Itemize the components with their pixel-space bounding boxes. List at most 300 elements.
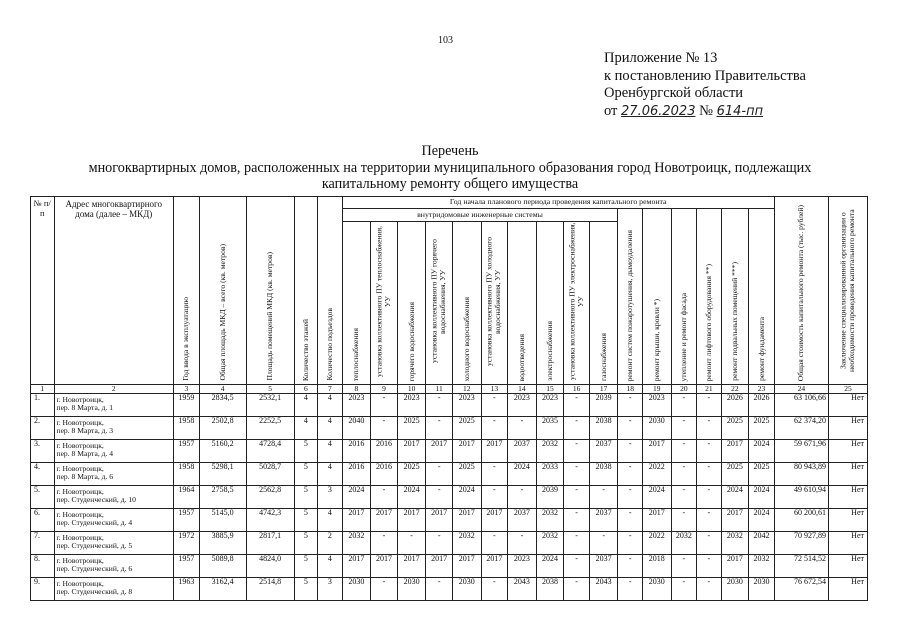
table-cell: - xyxy=(426,486,453,509)
table-cell: 5298,1 xyxy=(199,463,246,486)
appendix-line-1: Приложение № 13 xyxy=(604,50,718,66)
table-cell: - xyxy=(564,394,590,417)
table-cell: 2017 xyxy=(721,509,749,532)
header-foundation: ремонт фундамента xyxy=(749,209,775,385)
column-number: 6 xyxy=(294,385,318,394)
address-street: пер. Студенческий, д. 10 xyxy=(56,495,136,505)
table-cell: 5089,8 xyxy=(199,555,246,578)
table-cell: 4 xyxy=(318,509,343,532)
table-cell: - xyxy=(618,532,643,555)
cost-cell: 49 610,94 xyxy=(774,486,828,509)
table-cell: 2037 xyxy=(589,440,618,463)
table-cell: 2037 xyxy=(508,440,537,463)
table-row xyxy=(31,417,868,440)
table-cell: 3 xyxy=(318,578,343,601)
table-cell: 1964 xyxy=(174,486,200,509)
column-number: 16 xyxy=(564,385,590,394)
table-cell: 2022 xyxy=(642,463,671,486)
table-cell: 2032 xyxy=(749,555,775,578)
table-cell: 2032 xyxy=(671,532,697,555)
table-cell: - xyxy=(671,486,697,509)
table-cell: 2023 xyxy=(508,394,537,417)
table-cell: 4 xyxy=(294,417,318,440)
table-cell: 2025 xyxy=(452,417,481,440)
title-line-3: капитальному ремонту общего имущества xyxy=(321,176,579,192)
table-cell: 2252,5 xyxy=(246,417,294,440)
table-cell: 2038 xyxy=(589,417,618,440)
address-city: г. Новотроицк, xyxy=(56,579,104,588)
table-cell: 2030 xyxy=(642,578,671,601)
table-cell: 2758,5 xyxy=(199,486,246,509)
table-cell: 2024 xyxy=(749,486,775,509)
table-cell: 2017 xyxy=(342,555,371,578)
appendix-block xyxy=(604,50,806,120)
address-street: пер. 8 Марта, д. 4 xyxy=(56,449,114,459)
table-cell: 5 xyxy=(294,463,318,486)
table-cell: 2017 xyxy=(426,440,453,463)
column-number: 13 xyxy=(481,385,508,394)
table-cell: 2817,1 xyxy=(246,532,294,555)
table-cell: 2017 xyxy=(721,555,749,578)
table-cell: 3162,4 xyxy=(199,578,246,601)
table-cell: - xyxy=(564,486,590,509)
table-cell: - xyxy=(618,486,643,509)
table-cell: 5028,7 xyxy=(246,463,294,486)
resolution-date: 27.06.2023 xyxy=(621,103,696,119)
table-cell: - xyxy=(697,463,722,486)
row-address xyxy=(54,532,174,555)
table-cell: 2032 xyxy=(721,532,749,555)
resolution-number: 614-пп xyxy=(716,103,764,119)
table-cell: - xyxy=(371,578,398,601)
header-sewerage: водоотведения xyxy=(508,222,537,385)
table-cell: 2017 xyxy=(371,509,398,532)
table-cell: - xyxy=(371,417,398,440)
table-cell: 2023 xyxy=(508,555,537,578)
table-cell: 2030 xyxy=(749,578,775,601)
table-cell: 2043 xyxy=(508,578,537,601)
page-number: 103 xyxy=(438,35,453,46)
column-number: 17 xyxy=(589,385,618,394)
table-cell: 2030 xyxy=(452,578,481,601)
row-number: 3. xyxy=(31,440,55,463)
table-cell: 2032 xyxy=(536,440,564,463)
table-cell: 2018 xyxy=(642,555,671,578)
table-cell: 4728,4 xyxy=(246,440,294,463)
table-cell: 1957 xyxy=(174,440,200,463)
number-sign: № xyxy=(699,102,713,119)
column-number: 7 xyxy=(318,385,343,394)
address-street: пер. Студенческий, д. 5 xyxy=(56,541,133,551)
table-cell: 1958 xyxy=(174,463,200,486)
table-cell: - xyxy=(481,417,508,440)
header-conclusion: Заключение специализированной организации о необходимости проведения капитального ремонта xyxy=(829,197,868,385)
row-address xyxy=(54,463,174,486)
row-address xyxy=(54,578,174,601)
table-cell: 2032 xyxy=(452,532,481,555)
table-cell: - xyxy=(426,463,453,486)
table-cell: - xyxy=(371,394,398,417)
table-cell: - xyxy=(397,532,426,555)
table-cell: - xyxy=(618,417,643,440)
table-cell: 2039 xyxy=(536,486,564,509)
appendix-line-3: Оренбургской области xyxy=(604,85,744,101)
table-cell: 2025 xyxy=(452,463,481,486)
header-total-area: Общая площадь МКД – всего (кв. метров) xyxy=(199,197,246,385)
header-gas: газоснабжения xyxy=(589,222,618,385)
column-number: 23 xyxy=(749,385,775,394)
table-cell: 1972 xyxy=(174,532,200,555)
table-cell: - xyxy=(671,463,697,486)
table-cell: 2532,1 xyxy=(246,394,294,417)
address-street: пер. 8 Марта, д. 3 xyxy=(56,426,114,436)
address-street: пер. Студенческий, д. 4 xyxy=(56,518,133,528)
table-row xyxy=(31,555,868,578)
table-cell: 2017 xyxy=(642,509,671,532)
table-cell: - xyxy=(426,578,453,601)
table-cell: 2022 xyxy=(642,532,671,555)
table-cell: - xyxy=(618,463,643,486)
table-cell: 2017 xyxy=(342,509,371,532)
table-cell: 2017 xyxy=(397,555,426,578)
row-number: 5. xyxy=(31,486,55,509)
table-cell: 2025 xyxy=(749,417,775,440)
address-city: г. Новотроицк, xyxy=(56,441,104,450)
table-cell: 1959 xyxy=(174,394,200,417)
table-cell: 2502,8 xyxy=(199,417,246,440)
table-cell: 2030 xyxy=(642,417,671,440)
column-number: 1 xyxy=(31,385,55,394)
address-street: пер. Студенческий, д. 6 xyxy=(56,564,133,574)
row-number: 4. xyxy=(31,463,55,486)
header-meter-electricity: установка коллективного ПУ электроснабжения, УУ xyxy=(564,222,590,385)
column-number: 9 xyxy=(371,385,398,394)
table-cell: - xyxy=(508,486,537,509)
table-cell: 4742,3 xyxy=(246,509,294,532)
table-cell: 2025 xyxy=(397,417,426,440)
table-cell: 2023 xyxy=(642,394,671,417)
table-cell: 2024 xyxy=(342,486,371,509)
table-cell: 2024 xyxy=(452,486,481,509)
table-cell: 2042 xyxy=(749,532,775,555)
table-cell: 2017 xyxy=(397,440,426,463)
header-total-cost: Общая стоимость капитального ремонта (тыс. рублей) xyxy=(774,197,828,385)
table-cell: 2032 xyxy=(342,532,371,555)
table-cell: 2514,8 xyxy=(246,578,294,601)
table-cell: 2025 xyxy=(721,463,749,486)
document-title xyxy=(40,143,860,193)
table-cell: - xyxy=(426,417,453,440)
row-address xyxy=(54,509,174,532)
table-cell: 2033 xyxy=(536,463,564,486)
row-number: 2. xyxy=(31,417,55,440)
table-cell: - xyxy=(671,440,697,463)
table-cell: - xyxy=(589,486,618,509)
table-cell: - xyxy=(589,532,618,555)
table-cell: - xyxy=(481,463,508,486)
table-cell: - xyxy=(671,555,697,578)
table-cell: - xyxy=(481,532,508,555)
table-cell: 2023 xyxy=(452,394,481,417)
table-row xyxy=(31,578,868,601)
table-cell: 1958 xyxy=(174,417,200,440)
column-number: 2 xyxy=(54,385,174,394)
header-facade: утепление и ремонт фасада xyxy=(671,209,697,385)
column-number: 15 xyxy=(536,385,564,394)
table-cell: 2016 xyxy=(342,463,371,486)
header-meter-cold-water: установка коллективного ПУ холодного водоснабжения, УУ xyxy=(481,222,508,385)
column-number: 22 xyxy=(721,385,749,394)
column-number: 5 xyxy=(246,385,294,394)
address-street: пер. 8 Марта, д. 1 xyxy=(56,403,114,413)
table-cell: 2017 xyxy=(481,509,508,532)
header-heating: теплоснабжения xyxy=(342,222,371,385)
table-cell: 2024 xyxy=(397,486,426,509)
header-fire-systems: ремонт систем пожаротушения, дымоудаления xyxy=(618,209,643,385)
table-cell: 5 xyxy=(294,555,318,578)
table-cell: 2017 xyxy=(481,440,508,463)
header-group-period: Год начала планового периода проведения капитального ремонта xyxy=(342,197,774,209)
table-cell: 2024 xyxy=(749,440,775,463)
header-floors: Количество этажей xyxy=(294,197,318,385)
address-street: пер. Студенческий, д. 8 xyxy=(56,587,133,597)
table-cell: 2017 xyxy=(452,509,481,532)
header-year-commissioned: Год ввода в эксплуатацию xyxy=(174,197,200,385)
table-cell: - xyxy=(481,394,508,417)
table-cell: - xyxy=(508,532,537,555)
table-cell: 2017 xyxy=(481,555,508,578)
table-cell: 2016 xyxy=(371,463,398,486)
column-number: 20 xyxy=(671,385,697,394)
table-cell: 2 xyxy=(318,532,343,555)
appendix-line-2: к постановлению Правительства xyxy=(604,67,806,84)
header-entrances: Количество подъездов xyxy=(318,197,343,385)
table-row xyxy=(31,509,868,532)
table-cell: 5 xyxy=(294,532,318,555)
table-cell: 2039 xyxy=(589,394,618,417)
table-cell: - xyxy=(697,532,722,555)
table-cell: 2035 xyxy=(536,417,564,440)
table-cell: 2026 xyxy=(721,394,749,417)
title-line-2: многоквартирных домов, расположенных на территории муниципального образования город Новотроицк, подлежащих xyxy=(88,159,812,176)
row-number: 6. xyxy=(31,509,55,532)
conclusion-cell: Нет xyxy=(829,509,868,532)
table-row xyxy=(31,463,868,486)
table-cell: - xyxy=(564,578,590,601)
conclusion-cell: Нет xyxy=(829,532,868,555)
table-row xyxy=(31,394,868,417)
table-row xyxy=(31,440,868,463)
table-cell: 2024 xyxy=(536,555,564,578)
table-cell: 5 xyxy=(294,440,318,463)
table-cell: - xyxy=(697,440,722,463)
table-cell: 2016 xyxy=(342,440,371,463)
table-cell: 2017 xyxy=(721,440,749,463)
table-cell: 4 xyxy=(318,394,343,417)
header-hot-water: горячего водоснабжения xyxy=(397,222,426,385)
table-cell: 3885,9 xyxy=(199,532,246,555)
header-electricity: электроснабжения xyxy=(536,222,564,385)
table-cell: 4 xyxy=(318,463,343,486)
table-cell: - xyxy=(508,417,537,440)
address-city: г. Новотроицк, xyxy=(56,510,104,519)
cost-cell: 72 514,52 xyxy=(774,555,828,578)
table-cell: 2040 xyxy=(342,417,371,440)
conclusion-cell: Нет xyxy=(829,394,868,417)
table-cell: 2043 xyxy=(589,578,618,601)
table-cell: 2030 xyxy=(721,578,749,601)
table-cell: - xyxy=(697,417,722,440)
table-cell: - xyxy=(618,509,643,532)
table-cell: - xyxy=(564,532,590,555)
cost-cell: 63 106,66 xyxy=(774,394,828,417)
table-cell: 2017 xyxy=(426,555,453,578)
table-cell: 2024 xyxy=(642,486,671,509)
cost-cell: 62 374,20 xyxy=(774,417,828,440)
table-cell: 4 xyxy=(318,417,343,440)
conclusion-cell: Нет xyxy=(829,463,868,486)
table-cell: - xyxy=(564,509,590,532)
table-cell: - xyxy=(481,578,508,601)
table-cell: 2032 xyxy=(536,509,564,532)
table-cell: 2023 xyxy=(397,394,426,417)
appendix-date-line xyxy=(604,103,806,121)
table-cell: 4 xyxy=(294,394,318,417)
table-cell: 4 xyxy=(318,555,343,578)
address-city: г. Новотроицк, xyxy=(56,533,104,542)
table-cell: 5160,2 xyxy=(199,440,246,463)
table-cell: 1957 xyxy=(174,555,200,578)
table-cell: - xyxy=(618,440,643,463)
column-number: 3 xyxy=(174,385,200,394)
table-cell: 2017 xyxy=(371,555,398,578)
column-number: 18 xyxy=(618,385,643,394)
table-cell: 1963 xyxy=(174,578,200,601)
address-city: г. Новотроицк, xyxy=(56,418,104,427)
column-numbers-row xyxy=(31,385,868,394)
table-cell: - xyxy=(564,555,590,578)
table-cell: - xyxy=(671,578,697,601)
address-street: пер. 8 Марта, д. 6 xyxy=(56,472,114,482)
table-cell: - xyxy=(426,532,453,555)
table-cell: 2024 xyxy=(721,486,749,509)
table-cell: 2016 xyxy=(371,440,398,463)
cost-cell: 80 943,89 xyxy=(774,463,828,486)
table-cell: - xyxy=(671,394,697,417)
conclusion-cell: Нет xyxy=(829,486,868,509)
table-cell: 2026 xyxy=(749,394,775,417)
conclusion-cell: Нет xyxy=(829,578,868,601)
row-number: 1. xyxy=(31,394,55,417)
column-number: 10 xyxy=(397,385,426,394)
table-row xyxy=(31,532,868,555)
table-cell: - xyxy=(697,394,722,417)
header-elevator: ремонт лифтового оборудования **) xyxy=(697,209,722,385)
table-cell: - xyxy=(564,440,590,463)
table-cell: 2024 xyxy=(749,509,775,532)
table-body xyxy=(31,385,868,601)
table-cell: 2023 xyxy=(342,394,371,417)
table-cell: - xyxy=(697,509,722,532)
address-city: г. Новотроицк, xyxy=(56,556,104,565)
row-number: 7. xyxy=(31,532,55,555)
column-number: 21 xyxy=(697,385,722,394)
address-city: г. Новотроицк, xyxy=(56,395,104,404)
table-cell: 5 xyxy=(294,509,318,532)
header-no: № п/п xyxy=(31,197,55,385)
table-cell: - xyxy=(618,555,643,578)
table-cell: 2017 xyxy=(642,440,671,463)
table-cell: 4 xyxy=(318,440,343,463)
conclusion-cell: Нет xyxy=(829,440,868,463)
table-cell: 2017 xyxy=(397,509,426,532)
column-number: 8 xyxy=(342,385,371,394)
table-cell: 2025 xyxy=(749,463,775,486)
column-number: 11 xyxy=(426,385,453,394)
table-cell: - xyxy=(564,463,590,486)
row-number: 9. xyxy=(31,578,55,601)
table-cell: 2024 xyxy=(508,463,537,486)
table-cell: - xyxy=(481,486,508,509)
conclusion-cell: Нет xyxy=(829,417,868,440)
title-line-1: Перечень xyxy=(421,143,479,159)
table-cell: 2562,8 xyxy=(246,486,294,509)
table-cell: 2025 xyxy=(397,463,426,486)
table-cell: 2032 xyxy=(536,532,564,555)
table-cell: 5145,0 xyxy=(199,509,246,532)
table-cell: 4824,0 xyxy=(246,555,294,578)
header-address: Адрес многоквартирного дома (далее – МКД) xyxy=(54,197,174,385)
table-cell: 2030 xyxy=(342,578,371,601)
column-number: 19 xyxy=(642,385,671,394)
buildings-table xyxy=(30,196,868,601)
table-cell: 2030 xyxy=(397,578,426,601)
row-address xyxy=(54,555,174,578)
column-number: 24 xyxy=(774,385,828,394)
header-meter-hot-water: установка коллективного ПУ горячего водоснабжения, УУ xyxy=(426,222,453,385)
header-cold-water: холодного водоснабжения xyxy=(452,222,481,385)
table-cell: 2023 xyxy=(536,394,564,417)
table-cell: - xyxy=(671,509,697,532)
cost-cell: 59 671,96 xyxy=(774,440,828,463)
cost-cell: 76 672,54 xyxy=(774,578,828,601)
row-address xyxy=(54,486,174,509)
cost-cell: 70 927,89 xyxy=(774,532,828,555)
table-cell: - xyxy=(697,578,722,601)
header-group-engineering: внутридомовые инженерные системы xyxy=(342,209,618,222)
table-cell: 2037 xyxy=(589,509,618,532)
row-address xyxy=(54,394,174,417)
table-cell: 2834,5 xyxy=(199,394,246,417)
cost-cell: 60 200,61 xyxy=(774,509,828,532)
table-cell: - xyxy=(697,486,722,509)
table-cell: 2017 xyxy=(452,440,481,463)
table-cell: - xyxy=(371,486,398,509)
address-city: г. Новотроицк, xyxy=(56,487,104,496)
column-number: 4 xyxy=(199,385,246,394)
table-cell: 2017 xyxy=(426,509,453,532)
header-premises-area: Площадь помещений МКД (кв. метров) xyxy=(246,197,294,385)
table-cell: 3 xyxy=(318,486,343,509)
column-number: 12 xyxy=(452,385,481,394)
row-address xyxy=(54,440,174,463)
column-number: 25 xyxy=(829,385,868,394)
table-cell: - xyxy=(426,394,453,417)
row-number: 8. xyxy=(31,555,55,578)
address-city: г. Новотроицк, xyxy=(56,464,104,473)
table-cell: 2038 xyxy=(536,578,564,601)
table-cell: - xyxy=(371,532,398,555)
